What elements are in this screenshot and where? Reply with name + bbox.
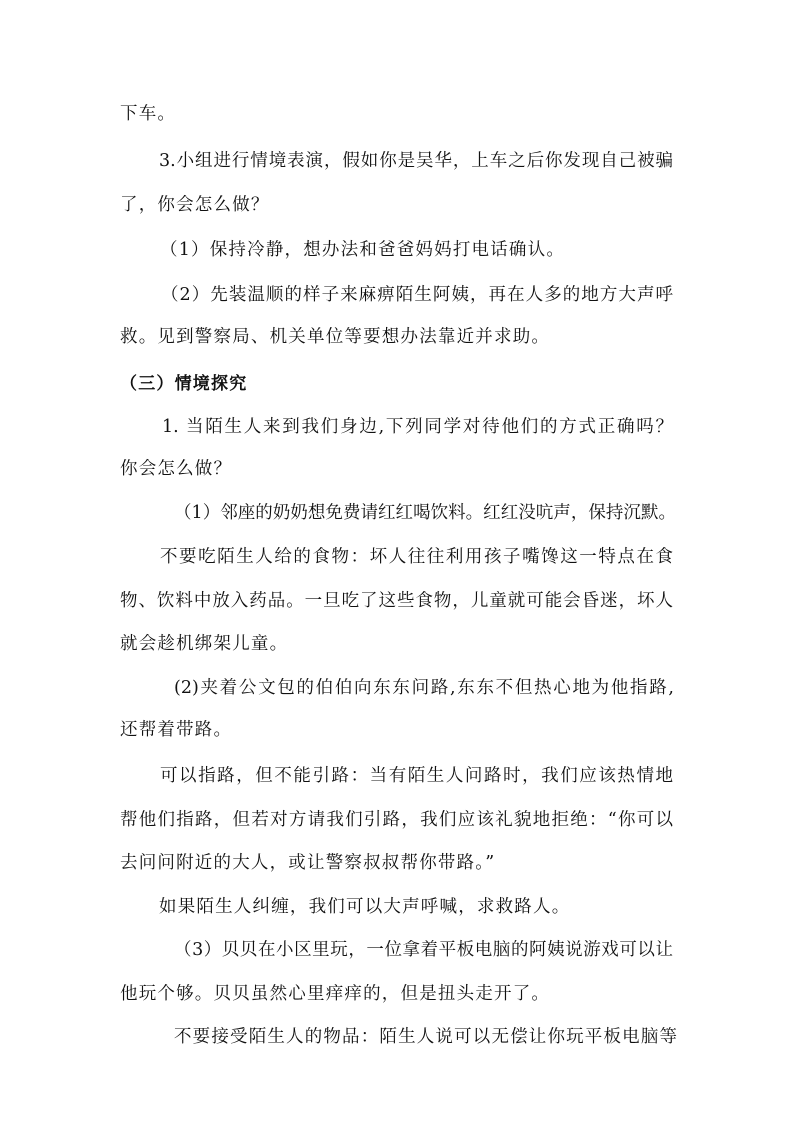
text-line-1: 下车。 bbox=[120, 104, 177, 124]
text-line-19: 如果陌生人纠缠，我们可以大声呼喊，求救路人。 bbox=[159, 897, 571, 917]
text-line-21: 他玩个够。贝贝虽然心里痒痒的，但是扭头走开了。 bbox=[120, 984, 551, 1004]
text-line-15: 还帮着带路。 bbox=[120, 720, 233, 740]
text-line-16: 可以指路，但不能引路：当有陌生人问路时，我们应该热情地 bbox=[160, 766, 673, 786]
text-line-20: （3）贝贝在小区里玩，一位拿着平板电脑的阿姨说游戏可以让 bbox=[174, 940, 673, 960]
text-line-10: （1）邻座的奶奶想免费请红红喝饮料。红红没吭声，保持沉默。 bbox=[174, 503, 676, 523]
text-line-9: 你会怎么做？ bbox=[120, 459, 233, 479]
text-line-17: 帮他们指路，但若对方请我们引路，我们应该礼貌地拒绝：“你可以 bbox=[120, 810, 673, 830]
text-line-8: 1. 当陌生人来到我们身边,下列同学对待他们的方式正确吗？ bbox=[162, 417, 673, 437]
text-line-6: 救。见到警察局、机关单位等要想办法靠近并求助。 bbox=[120, 327, 551, 347]
text-line-3: 了，你会怎么做？ bbox=[120, 195, 270, 215]
text-line-5: （2）先装温顺的样子来麻痹陌生阿姨，再在人多的地方大声呼 bbox=[161, 285, 673, 305]
text-line-11: 不要吃陌生人给的食物：坏人往往利用孩子嘴馋这一特点在食 bbox=[160, 547, 673, 567]
text-line-14: (2)夹着公文包的伯伯向东东问路,东东不但热心地为他指路, bbox=[174, 678, 674, 698]
text-line-2: 3.小组进行情境表演，假如你是吴华，上车之后你发现自己被骗 bbox=[159, 151, 673, 171]
text-line-12: 物、饮料中放入药品。一旦吃了这些食物，儿童就可能会昏迷，坏人 bbox=[120, 591, 673, 611]
text-line-4: （1）保持冷静，想办法和爸爸妈妈打电话确认。 bbox=[160, 240, 566, 260]
section-heading: （三）情境探究 bbox=[120, 374, 248, 394]
text-line-13: 就会趁机绑架儿童。 bbox=[120, 634, 289, 654]
text-line-22: 不要接受陌生人的物品：陌生人说可以无偿让你玩平板电脑等 bbox=[174, 1027, 677, 1047]
text-line-18: 去问问附近的大人，或让警察叔叔帮你带路。” bbox=[120, 853, 496, 873]
